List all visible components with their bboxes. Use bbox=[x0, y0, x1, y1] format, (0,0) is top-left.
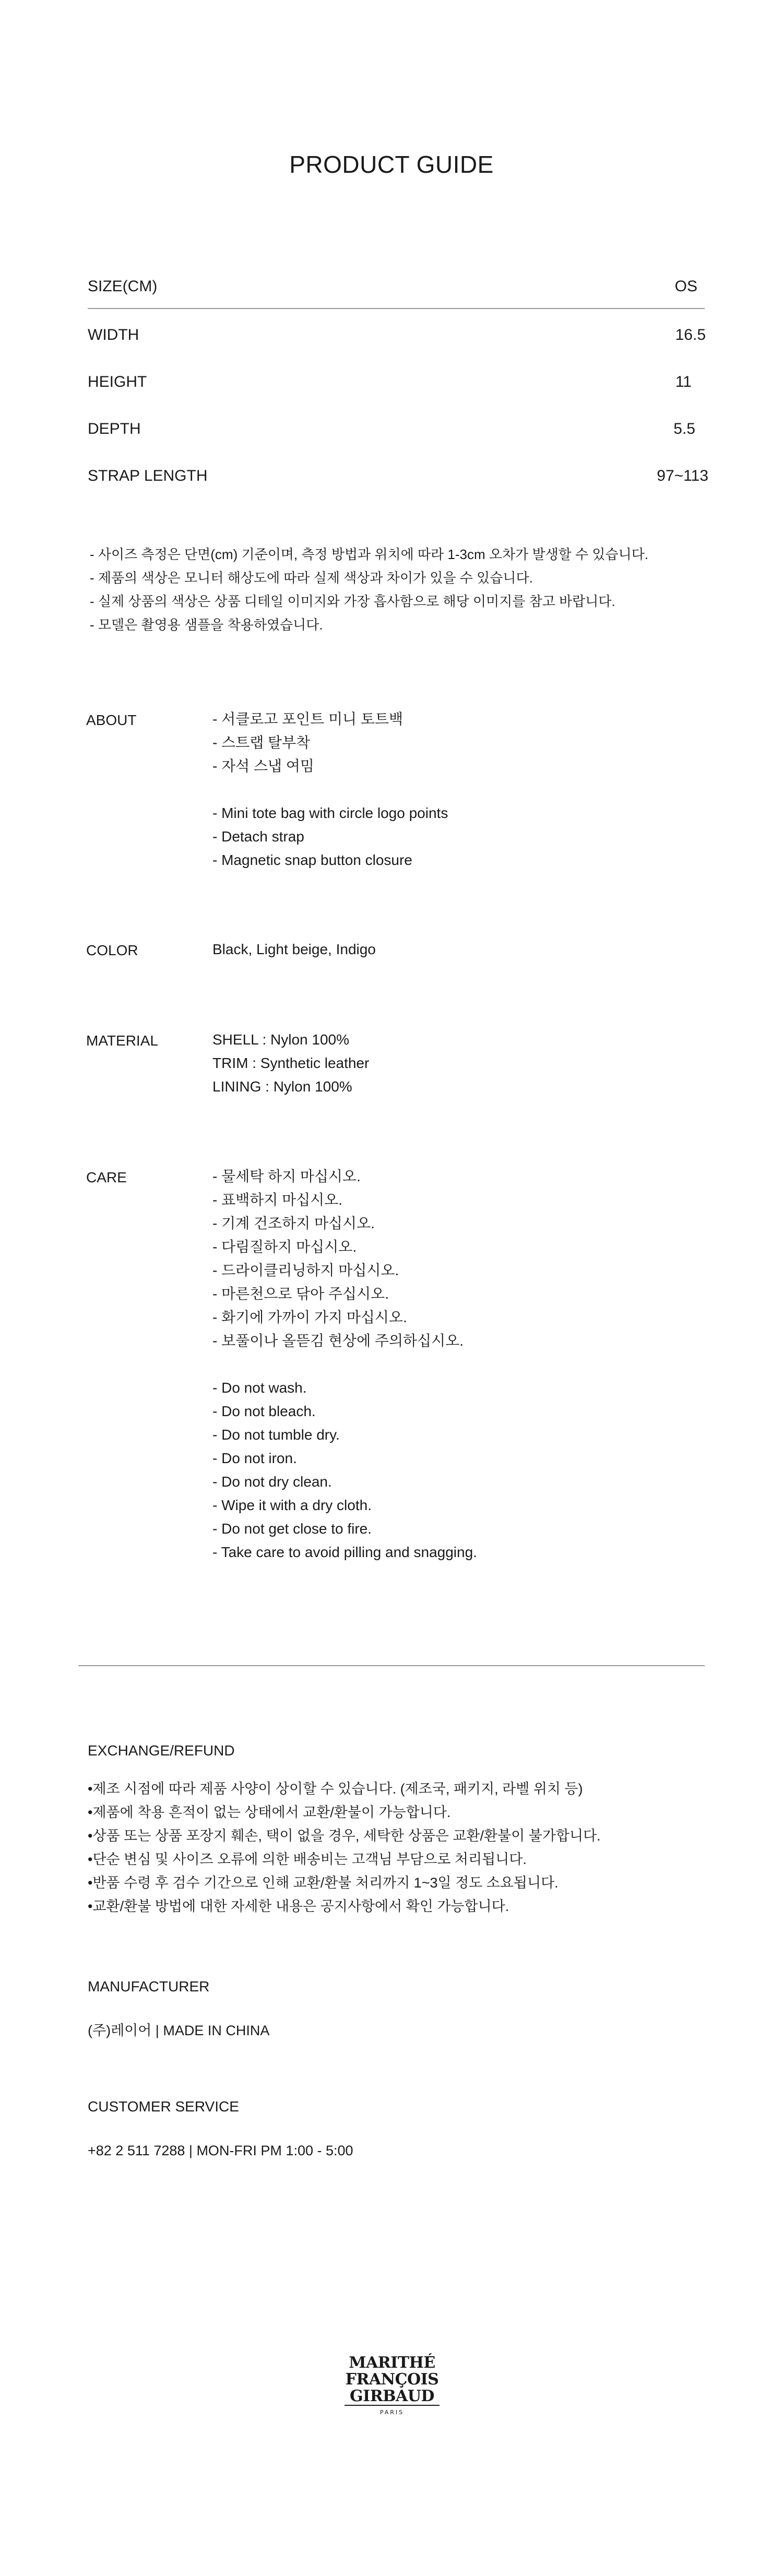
care-line: - 보풀이나 올뜯김 현상에 주의하십시오. bbox=[212, 1333, 464, 1349]
material-line: LINING : Nylon 100% bbox=[212, 1078, 352, 1095]
care-line: - 마른천으로 닦아 주십시오. bbox=[212, 1286, 389, 1302]
size-row-value: 5.5 bbox=[673, 420, 695, 437]
customer-service-title: CUSTOMER SERVICE bbox=[88, 2098, 239, 2115]
material-line: TRIM : Synthetic leather bbox=[212, 1055, 370, 1071]
manufacturer-title: MANUFACTURER bbox=[88, 1978, 210, 1995]
care-line: - 표백하지 마십시오. bbox=[212, 1192, 343, 1208]
about-line: - 서클로고 포인트 미니 토트백 bbox=[212, 711, 404, 727]
size-note: - 모델은 촬영용 샘플을 착용하였습니다. bbox=[90, 617, 323, 633]
care-line: - 다림질하지 마십시오. bbox=[212, 1239, 357, 1255]
size-row-label: DEPTH bbox=[88, 420, 141, 437]
material-lines bbox=[212, 1028, 369, 1098]
size-row-strap-length bbox=[88, 467, 208, 485]
size-row-depth bbox=[88, 420, 141, 438]
size-row-label: STRAP LENGTH bbox=[88, 467, 208, 484]
care-line: - 화기에 가까이 가지 마십시오. bbox=[212, 1309, 407, 1325]
size-header-value: OS bbox=[674, 278, 697, 295]
care-line: - 드라이클리닝하지 마십시오. bbox=[212, 1262, 399, 1278]
exchange-line: •제품에 착용 흔적이 없는 상태에서 교환/환불이 가능합니다. bbox=[88, 1805, 451, 1820]
color-value: Black, Light beige, Indigo bbox=[212, 941, 376, 957]
color-label: COLOR bbox=[86, 942, 138, 958]
size-row-label: HEIGHT bbox=[88, 373, 147, 390]
exchange-refund-lines bbox=[88, 1777, 601, 1918]
care-lines bbox=[212, 1165, 477, 1564]
size-note: - 사이즈 측정은 단면(cm) 기준이며, 측정 방법과 위치에 따라 1-3cm 오차가 발생할 수 있습니다. bbox=[90, 547, 649, 562]
size-row-value: 11 bbox=[675, 373, 692, 390]
exchange-line: •반품 수령 후 검수 기간으로 인해 교환/환불 처리까지 1~3일 정도 소요됩니다. bbox=[88, 1875, 559, 1891]
size-header-label: SIZE(CM) bbox=[88, 278, 158, 295]
care-line: - Do not tumble dry. bbox=[212, 1427, 340, 1443]
care-line: - 물세탁 하지 마십시오. bbox=[212, 1168, 361, 1184]
size-note: - 제품의 색상은 모니터 해상도에 따라 실제 색상과 차이가 있을 수 있습니다. bbox=[90, 570, 533, 586]
exchange-refund-title: EXCHANGE/REFUND bbox=[88, 1742, 235, 1759]
exchange-line: •제조 시점에 따라 제품 사양이 상이할 수 있습니다. (제조국, 패키지, 라벨 위치 등) bbox=[88, 1781, 583, 1797]
size-table bbox=[88, 271, 705, 309]
care-line: - 기계 건조하지 마십시오. bbox=[212, 1215, 375, 1231]
size-note: - 실제 상품의 색상은 상품 디테일 이미지와 가장 흡사함으로 해당 이미지를 참고 바랍니다. bbox=[90, 593, 615, 609]
care-line: - Wipe it with a dry cloth. bbox=[212, 1497, 372, 1513]
about-lines bbox=[212, 707, 448, 872]
material-line: SHELL : Nylon 100% bbox=[212, 1031, 349, 1048]
care-line: - Do not dry clean. bbox=[212, 1474, 332, 1490]
exchange-line: •상품 또는 상품 포장지 훼손, 택이 없을 경우, 세탁한 상품은 교환/환불이 불가합니다. bbox=[88, 1828, 601, 1844]
size-row-label: WIDTH bbox=[88, 326, 139, 343]
size-notes bbox=[90, 543, 648, 637]
about-line bbox=[212, 778, 448, 801]
page-title: PRODUCT GUIDE bbox=[289, 151, 494, 178]
about-line: - Mini tote bag with circle logo points bbox=[212, 805, 448, 821]
section-divider bbox=[78, 1665, 705, 1666]
customer-service-value: +82 2 511 7288 | MON-FRI PM 1:00 - 5:00 bbox=[88, 2143, 353, 2158]
exchange-line: •교환/환불 방법에 대한 자세한 내용은 공지사항에서 확인 가능합니다. bbox=[88, 1898, 509, 1914]
logo-sub: PARIS bbox=[379, 2409, 405, 2416]
size-row-depth-value bbox=[673, 420, 695, 438]
care-line: - Take care to avoid pilling and snagging. bbox=[212, 1544, 477, 1560]
size-row-strap-length-value bbox=[657, 467, 708, 485]
manufacturer-value: (주)레이어 | MADE IN CHINA bbox=[88, 2023, 270, 2038]
size-row-width bbox=[88, 326, 139, 344]
size-row-value: 97~113 bbox=[657, 467, 708, 484]
about-line: - 스트랩 탈부착 bbox=[212, 734, 311, 751]
care-line: - Do not get close to fire. bbox=[212, 1521, 372, 1537]
care-line bbox=[212, 1352, 477, 1376]
size-row-value: 16.5 bbox=[675, 326, 706, 343]
size-row-height bbox=[88, 373, 147, 391]
logo-line-1: MARITHÉ bbox=[349, 2354, 435, 2372]
about-line: - Magnetic snap button closure bbox=[212, 852, 412, 868]
about-line: - 자석 스냅 여밈 bbox=[212, 758, 314, 774]
about-line: - Detach strap bbox=[212, 828, 304, 845]
size-row-height-value bbox=[675, 373, 692, 391]
brand-logo bbox=[339, 2349, 445, 2421]
logo-line-2: FRANÇOIS bbox=[345, 2370, 439, 2389]
exchange-line: •단순 변심 및 사이즈 오류에 의한 배송비는 고객님 부담으로 처리됩니다. bbox=[88, 1851, 527, 1867]
care-line: - Do not wash. bbox=[212, 1380, 307, 1396]
about-label: ABOUT bbox=[86, 712, 137, 728]
size-table-header bbox=[88, 271, 705, 309]
material-label: MATERIAL bbox=[86, 1032, 158, 1049]
care-label: CARE bbox=[86, 1169, 127, 1185]
logo-line-3: GIRBAUD bbox=[350, 2387, 434, 2405]
size-row-width-value bbox=[675, 326, 706, 344]
care-line: - Do not iron. bbox=[212, 1450, 297, 1466]
care-line: - Do not bleach. bbox=[212, 1403, 316, 1419]
